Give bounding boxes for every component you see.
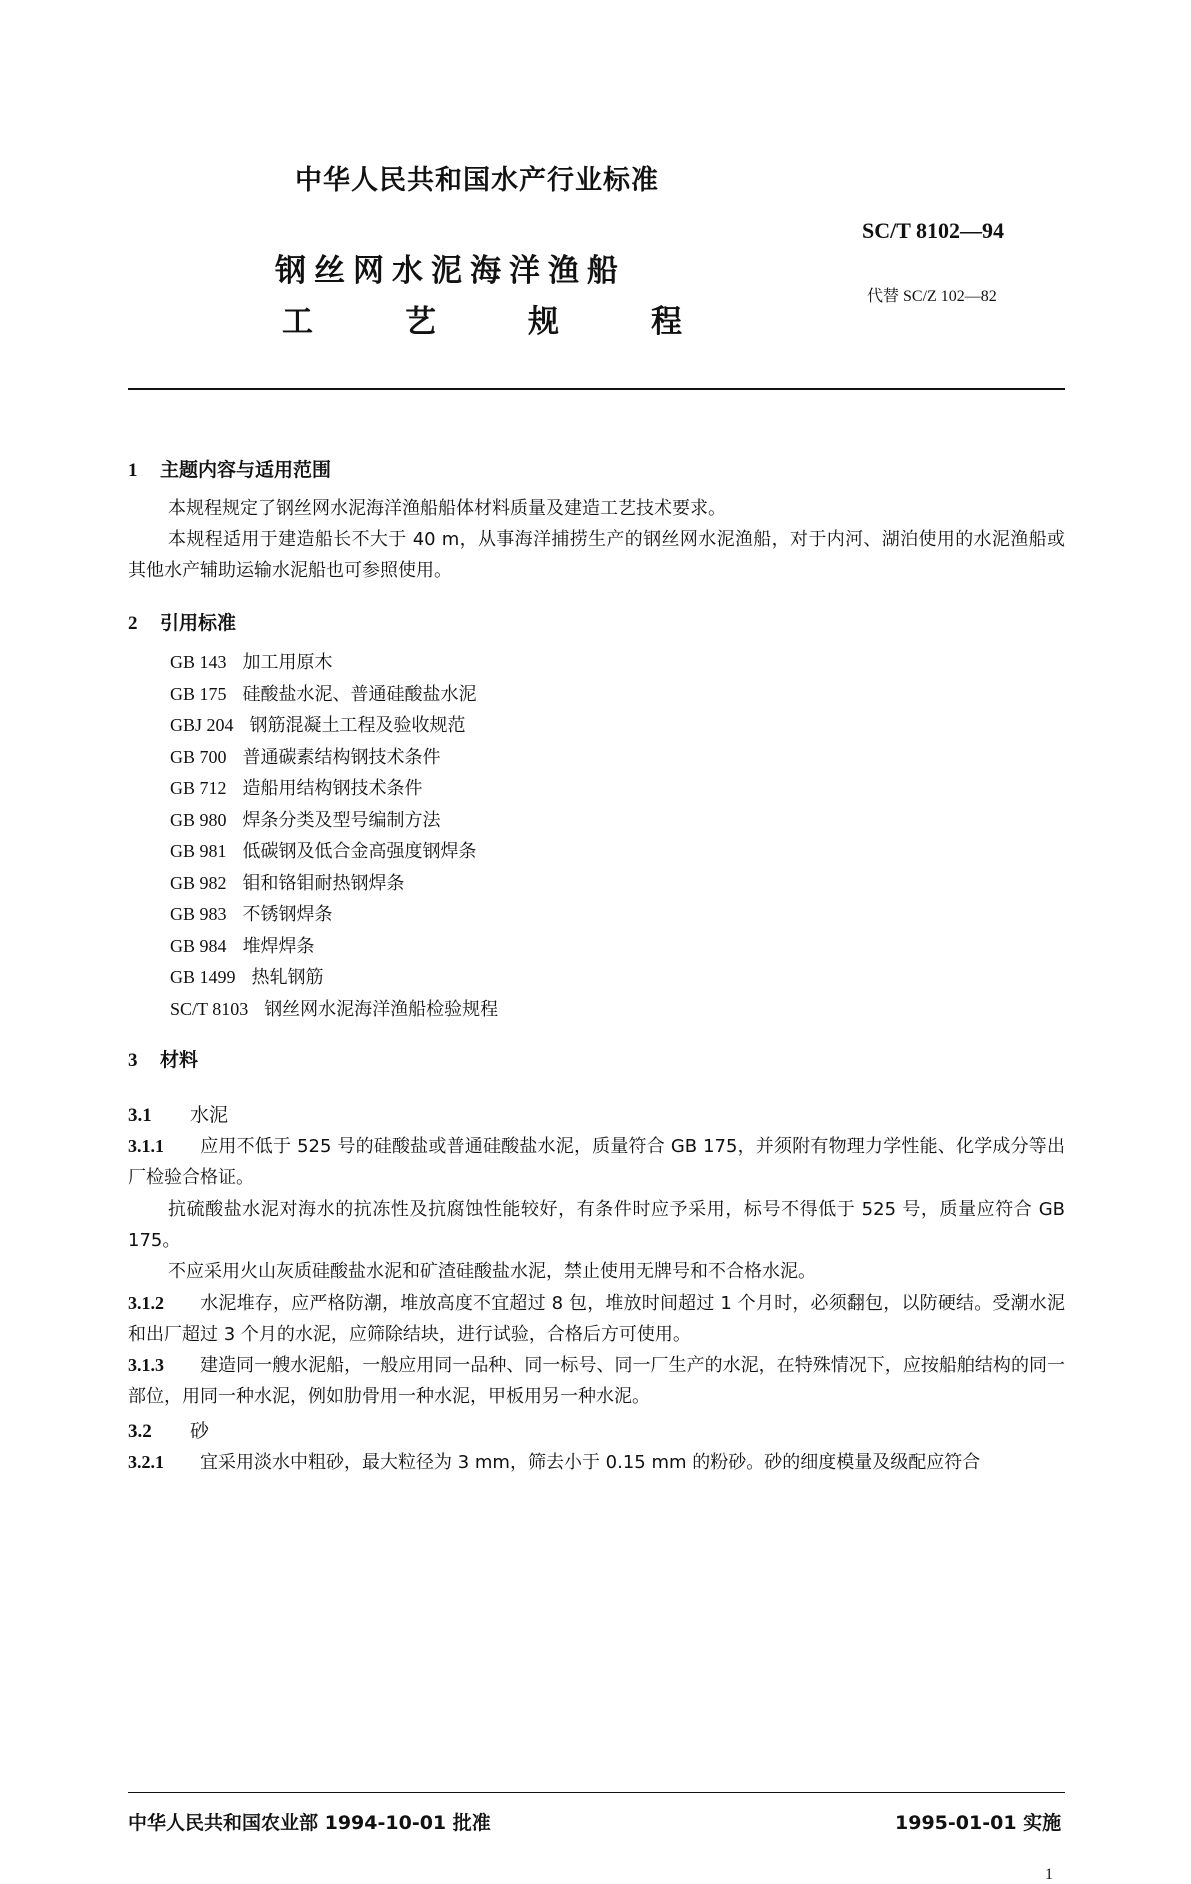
list-item [170,963,498,995]
subsection-3-2-heading [128,1416,209,1443]
ref-name: 堆焊焊条 [242,935,315,957]
ref-name: 钼和铬钼耐热钢焊条 [242,872,405,894]
replaces-note: 代替 SC/Z 102—82 [867,288,997,305]
issued-date: 中华人民共和国农业部 1994-10-01 批准 [128,1812,491,1834]
section-number: 2 [128,613,138,634]
footer-divider [128,1792,1065,1793]
list-item [170,837,498,869]
section-3-heading [128,1045,198,1072]
clause-3-2-1 [128,1447,1065,1478]
title-char: 艺 [405,304,436,340]
ref-code: GB 143 [170,652,227,672]
section-1-paragraph-2: 本规程适用于建造船长不大于 40 m，从事海洋捕捞生产的钢丝网水泥渔船，对于内河、湖泊使用的水泥渔船或其他水产辅助运输水泥船也可参照使用。 [128,529,1065,581]
ref-code: GB 981 [170,841,227,861]
ref-code: GB 175 [170,683,227,704]
list-item [170,932,498,964]
clause-3-1-1 [128,1131,1065,1193]
section-title: 主题内容与适用范围 [160,459,332,481]
title-char: 规 [528,304,559,340]
clause-text: 建造同一艘水泥船，一般应用同一品种、同一标号、同一厂生产的水泥，在特殊情况下，应按船舶结构的同一部位，用同一种水泥，例如肋骨用一种水泥，甲板用另一种水泥。 [128,1355,1065,1407]
section-title: 材料 [160,1049,199,1071]
subsection-title: 砂 [190,1420,210,1442]
list-item [170,711,498,743]
ref-name: 普通碳素结构钢技术条件 [242,746,441,768]
clause-3-1-2 [128,1288,1065,1350]
clause-3-1-1-paragraph-2: 抗硫酸盐水泥对海水的抗冻性及抗腐蚀性能较好，有条件时应予采用，标号不得低于 525 号，质量应符合 GB 175。 [128,1199,1065,1251]
clause-text: 宜采用淡水中粗砂，最大粒径为 3 mm，筛去小于 0.15 mm 的粉砂。砂的细度模量及级配应符合 [200,1452,981,1473]
list-item [170,743,498,775]
list-item [170,680,498,712]
subsection-3-1-heading [128,1100,228,1127]
clause-text: 应用不低于 525 号的硅酸盐或普通硅酸盐水泥，质量符合 GB 175，并须附有物理力学性能、化学成分等出厂检验合格证。 [128,1136,1065,1188]
ref-code: GB 983 [170,904,227,924]
page-number: 1 [1045,1866,1053,1883]
standard-code: SC/T 8102—94 [862,218,1005,243]
clause-text: 水泥堆存，应严格防潮，堆放高度不宜超过 8 包，堆放时间超过 1 个月时，必须翻包，以防硬结。受潮水泥和出厂超过 3 个月的水泥，应筛除结块，进行试验，合格后方可使用。 [128,1293,1065,1345]
clause-number: 3.2.1 [128,1452,164,1472]
list-item [170,869,498,901]
ref-name: 低碳钢及低合金高强度钢焊条 [242,841,477,862]
ref-code: GB 980 [170,809,227,830]
effective-date: 1995-01-01 实施 [895,1812,1062,1834]
section-number: 1 [128,460,138,481]
subsection-title: 水泥 [190,1104,229,1126]
ref-code: GB 700 [170,746,227,767]
document-title-line1: 钢丝网水泥海洋渔船 [275,253,626,289]
referenced-standards-list [170,648,498,1026]
ref-name: 钢筋混凝土工程及验收规范 [249,715,466,736]
header-divider [128,388,1065,390]
subsection-number: 3.1 [128,1105,152,1126]
section-title: 引用标准 [160,612,237,634]
list-item [170,995,498,1027]
ref-name: 热轧钢筋 [251,967,324,988]
section-1-paragraph-1: 本规程规定了钢丝网水泥海洋渔船船体材料质量及建造工艺技术要求。 [168,498,726,519]
clause-number: 3.1.3 [128,1355,164,1375]
clause-number: 3.1.1 [128,1136,164,1156]
ref-code: SC/T 8103 [170,998,249,1019]
document-title-line2 [282,296,682,341]
list-item [170,806,498,838]
ref-name: 焊条分类及型号编制方法 [242,809,441,831]
section-1-heading [128,455,331,482]
ref-name: 造船用结构钢技术条件 [242,778,423,799]
ref-name: 加工用原木 [242,652,333,673]
clause-3-1-3 [128,1350,1065,1412]
list-item [170,900,498,932]
ref-code: GBJ 204 [170,715,234,735]
list-item [170,774,498,806]
standard-category-title: 中华人民共和国水产行业标准 [295,165,659,196]
clause-number: 3.1.2 [128,1293,164,1313]
list-item [170,648,498,680]
ref-name: 钢丝网水泥海洋渔船检验规程 [264,998,499,1020]
section-2-heading [128,608,236,635]
clause-3-1-1-paragraph-3: 不应采用火山灰质硅酸盐水泥和矿渣硅酸盐水泥，禁止使用无牌号和不合格水泥。 [168,1261,816,1282]
ref-code: GB 984 [170,935,227,956]
ref-code: GB 982 [170,872,227,893]
subsection-number: 3.2 [128,1421,152,1442]
ref-code: GB 712 [170,778,227,798]
ref-code: GB 1499 [170,967,236,987]
title-char: 程 [651,304,682,340]
title-char: 工 [282,304,313,340]
ref-name: 硅酸盐水泥、普通硅酸盐水泥 [242,683,477,705]
section-number: 3 [128,1050,138,1071]
ref-name: 不锈钢焊条 [242,904,333,925]
